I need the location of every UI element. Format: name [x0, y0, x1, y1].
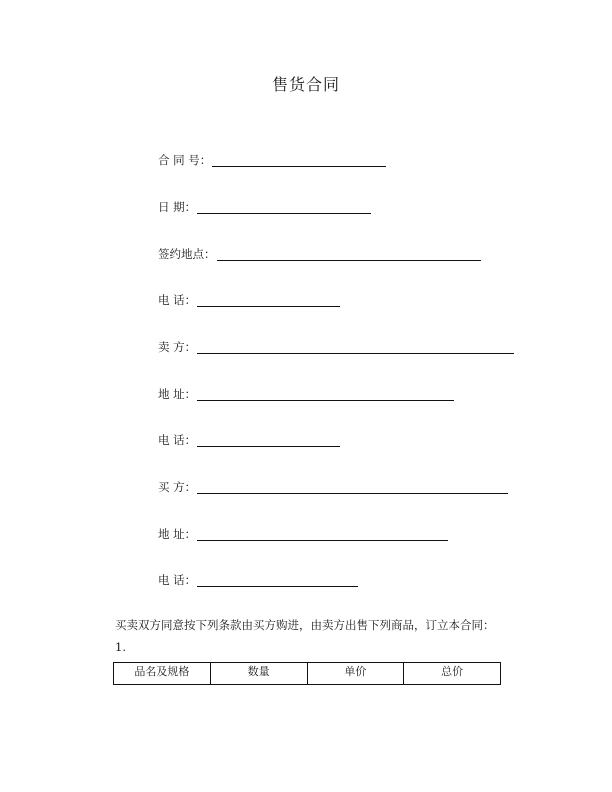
header-product-name-spec: 品名及规格 — [114, 663, 211, 685]
contract-number-blank[interactable] — [212, 154, 386, 167]
seller-blank[interactable] — [197, 341, 514, 354]
header-total-price: 总价 — [404, 663, 501, 685]
phone-blank-2[interactable] — [197, 434, 340, 447]
seller-address-blank[interactable] — [197, 388, 454, 401]
contract-intro-text: 买卖双方同意按下列条款由买方购进，由卖方出售下列商品，订立本合同： — [115, 618, 495, 632]
seller-label: 卖 方： — [158, 340, 197, 354]
buyer-label: 买 方： — [158, 480, 197, 494]
phone-field-3 — [158, 569, 358, 587]
buyer-field — [158, 476, 508, 494]
phone-blank-1[interactable] — [197, 294, 340, 307]
date-blank[interactable] — [197, 201, 371, 214]
date-label: 日 期： — [158, 200, 197, 214]
buyer-address-blank[interactable] — [197, 528, 448, 541]
buyer-address-label: 地 址： — [158, 527, 197, 541]
buyer-address-field — [158, 523, 448, 541]
phone-label-1: 电 话： — [158, 293, 197, 307]
seller-address-field — [158, 383, 454, 401]
contract-number-field — [158, 149, 386, 167]
signing-place-field — [158, 243, 481, 261]
buyer-blank[interactable] — [197, 481, 508, 494]
document-title: 售货合同 — [271, 75, 340, 94]
goods-table-header-row — [114, 663, 501, 685]
clause-number: 1. — [115, 640, 126, 654]
phone-label-3: 电 话： — [158, 573, 197, 587]
phone-label-2: 电 话： — [158, 433, 197, 447]
header-quantity: 数量 — [210, 663, 307, 685]
contract-number-label: 合 同 号： — [158, 153, 212, 167]
phone-blank-3[interactable] — [197, 574, 358, 587]
phone-field-1 — [158, 289, 340, 307]
date-field — [158, 196, 371, 214]
header-unit-price: 单价 — [307, 663, 404, 685]
phone-field-2 — [158, 429, 340, 447]
goods-table — [113, 662, 501, 685]
seller-field — [158, 336, 514, 354]
seller-address-label: 地 址： — [158, 387, 197, 401]
signing-place-label: 签约地点： — [158, 247, 216, 261]
signing-place-blank[interactable] — [217, 248, 481, 261]
